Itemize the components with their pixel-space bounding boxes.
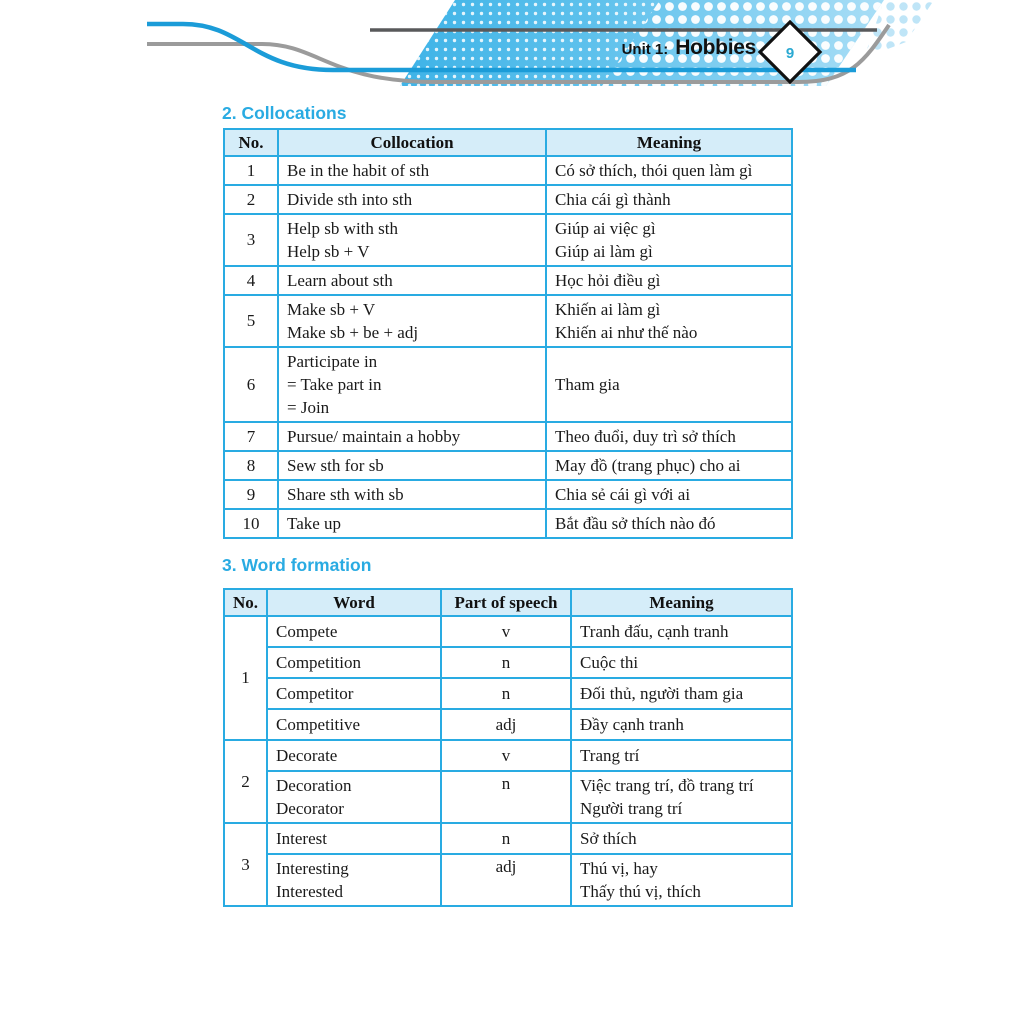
cell-line: Take up [287,514,342,533]
collocation-cell [278,480,546,509]
meaning-cell [546,156,792,185]
section-title-collocations: 2. Collocations [222,103,347,123]
table-row [224,266,792,295]
column-header: Meaning [571,589,792,616]
no-cell: 6 [224,347,278,422]
cell-line: Interest [276,829,327,848]
cell-line: Interested [276,882,344,901]
meaning-cell [546,422,792,451]
cell-line: Người trang trí [580,799,683,818]
collocation-cell [278,185,546,214]
table-row [224,295,792,347]
meaning-cell [571,854,792,906]
meaning-cell [546,185,792,214]
collocation-cell [278,422,546,451]
word-cell [267,678,441,709]
column-header: Collocation [278,129,546,156]
cell-line: Việc trang trí, đồ trang trí [580,776,754,795]
cell-line: Học hỏi điều gì [555,271,661,290]
cell-line: Thấy thú vị, thích [580,882,701,901]
collocation-cell [278,451,546,480]
meaning-cell [546,214,792,266]
no-cell: 3 [224,214,278,266]
meaning-cell [571,771,792,823]
table-row [224,740,792,771]
cell-line: Chia sẻ cái gì với ai [555,485,691,504]
pos-cell: n [441,823,571,854]
cell-line: Giúp ai việc gì [555,219,656,238]
cell-line: Sew sth for sb [287,456,384,475]
cell-line: Participate in [287,352,378,371]
table-row [224,509,792,538]
pos-cell: n [441,678,571,709]
cell-line: Thú vị, hay [580,859,658,878]
collocation-cell [278,347,546,422]
meaning-cell [546,509,792,538]
cell-line: Share sth with sb [287,485,404,504]
cell-line: Competitor [276,684,354,703]
cell-line: Đối thủ, người tham gia [580,684,744,703]
no-cell: 2 [224,185,278,214]
table-row [224,771,792,823]
cell-line: Sở thích [580,829,637,848]
cell-line: Decoration [276,776,352,795]
unit-label: Unit 1: [621,41,669,58]
table-row [224,823,792,854]
cell-line: Giúp ai làm gì [555,242,653,261]
collocation-cell [278,214,546,266]
word-cell [267,740,441,771]
table-row [224,854,792,906]
collocations-header-row [224,129,792,156]
collocation-cell [278,509,546,538]
word-formation-table [223,588,793,907]
meaning-cell [546,347,792,422]
meaning-cell [571,616,792,647]
table-row [224,480,792,509]
group-no-cell: 3 [224,823,267,906]
cell-line: Competition [276,653,361,672]
word-cell [267,616,441,647]
page-number: 9 [785,45,795,62]
collocation-cell [278,295,546,347]
collocation-cell [278,266,546,295]
cell-line: Be in the habit of sth [287,161,430,180]
pos-cell: n [441,771,571,823]
no-cell: 1 [224,156,278,185]
column-header: No. [224,129,278,156]
cell-line: Có sở thích, thói quen làm gì [555,161,753,180]
cell-line: Đầy cạnh tranh [580,715,684,734]
cell-line: Bắt đầu sở thích nào đó [555,514,716,533]
word-formation-body [224,616,792,906]
section-title-word-formation: 3. Word formation [222,555,372,575]
word-cell [267,823,441,854]
word-formation-header-row [224,589,792,616]
cell-line: = Join [287,398,330,417]
no-cell: 8 [224,451,278,480]
cell-line: Compete [276,622,338,641]
no-cell: 4 [224,266,278,295]
collocations-table [223,128,793,539]
no-cell: 9 [224,480,278,509]
cell-line: May đồ (trang phục) cho ai [555,456,741,475]
cell-line: = Take part in [287,375,382,394]
table-row [224,616,792,647]
no-cell: 5 [224,295,278,347]
meaning-cell [546,451,792,480]
cell-line: Khiến ai như thế nào [555,323,698,342]
cell-line: Learn about sth [287,271,393,290]
pos-cell: n [441,647,571,678]
cell-line: Decorate [276,746,338,765]
word-cell [267,647,441,678]
word-cell [267,854,441,906]
cell-line: Make sb + be + adj [287,323,419,342]
cell-line: Help sb with sth [287,219,398,238]
table-row [224,422,792,451]
column-header: Word [267,589,441,616]
cell-line: Help sb + V [287,242,370,261]
word-cell [267,771,441,823]
cell-line: Divide sth into sth [287,190,413,209]
cell-line: Tham gia [555,375,620,394]
no-cell: 10 [224,509,278,538]
meaning-cell [546,480,792,509]
table-row [224,347,792,422]
cell-line: Theo đuổi, duy trì sở thích [555,427,736,446]
cell-line: Cuộc thi [580,653,639,672]
table-row [224,647,792,678]
meaning-cell [546,266,792,295]
meaning-cell [571,740,792,771]
cell-line: Tranh đấu, cạnh tranh [580,622,729,641]
pos-cell: v [441,616,571,647]
cell-line: Pursue/ maintain a hobby [287,427,461,446]
cell-line: Trang trí [580,746,640,765]
unit-title: Hobbies [675,36,756,59]
column-header: Part of speech [441,589,571,616]
meaning-cell [571,647,792,678]
table-row [224,678,792,709]
group-no-cell: 2 [224,740,267,823]
table-row [224,709,792,740]
table-row [224,156,792,185]
meaning-cell [571,823,792,854]
column-header: No. [224,589,267,616]
table-row [224,185,792,214]
meaning-cell [571,709,792,740]
table-row [224,451,792,480]
collocations-body [224,156,792,538]
cell-line: Competitive [276,715,361,734]
cell-line: Decorator [276,799,344,818]
pos-cell: adj [441,854,571,906]
collocation-cell [278,156,546,185]
column-header: Meaning [546,129,792,156]
cell-line: Make sb + V [287,300,376,319]
header-decoration [0,0,1024,118]
cell-line: Interesting [276,859,349,878]
meaning-cell [546,295,792,347]
pos-cell: v [441,740,571,771]
pos-cell: adj [441,709,571,740]
meaning-cell [571,678,792,709]
cell-line: Chia cái gì thành [555,190,671,209]
no-cell: 7 [224,422,278,451]
group-no-cell: 1 [224,616,267,740]
word-cell [267,709,441,740]
cell-line: Khiến ai làm gì [555,300,661,319]
table-row [224,214,792,266]
